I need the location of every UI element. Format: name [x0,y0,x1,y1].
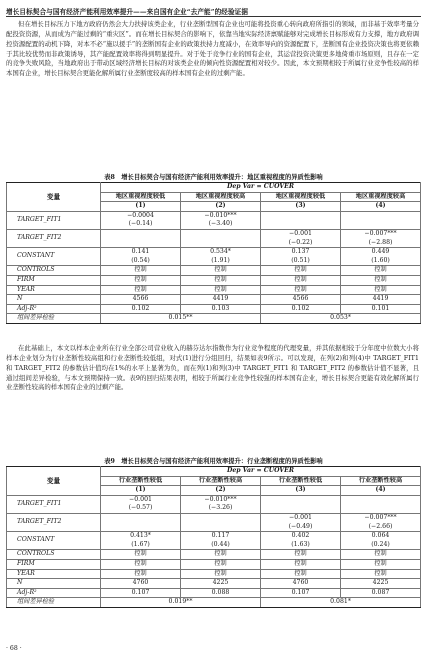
control-cell: 控制 [341,569,421,579]
body-paragraph-2 [6,344,419,451]
variable-label: 组间差异检验 [7,314,101,324]
column-group-header: 地区重视程度较低 [261,192,341,202]
header-rule [6,16,421,17]
table-row [7,559,421,569]
variable-label: N [7,579,101,589]
column-number: (3) [261,486,341,496]
column-group-header: 行业垄断性较高 [181,476,261,486]
t-stat-cell [261,504,341,513]
variable-label: CONSTANT [7,248,101,266]
table-row [7,588,421,598]
dependent-variable-header: Dep Var = CUOVER [101,183,421,193]
table-row [7,314,421,324]
coefficient-cell [181,513,261,522]
control-cell: 控制 [181,550,261,560]
coefficient-cell: 0.064 [341,532,421,541]
table-row [7,513,421,522]
control-cell: 控制 [341,275,421,285]
table-row [7,579,421,589]
table-row [7,295,421,305]
t-stat-cell: (0.44) [181,541,261,550]
table-9-caption: 表9 增长目标契合与国有经济产能利用效率提升：行业垄断程度的异质性影响 [104,458,323,465]
variable-label: YEAR [7,569,101,579]
t-stat-cell: (−3.26) [181,504,261,513]
t-stat-cell [101,239,181,248]
control-cell: 控制 [181,285,261,295]
control-cell: 控制 [261,569,341,579]
control-cell: 控制 [101,559,181,569]
column-group-header: 地区重视程度较高 [181,192,261,202]
column-number: (2) [181,202,261,212]
variable-label: TARGET_FIT1 [7,495,101,513]
paragraph-text: 在此基础上，本文以样本企业所在行业全部公司营业收入的赫芬达尔指数作为行业竞争程度的代理变量，并其依据相较于分年度中位数大小将样本企业划分为行业垄断性较高组和行业垄断性较低组，对式(1)进行分组回归，结果如表9所示。可以发现，在列(2)和列(4)中 TARGET_FIT1 和 TARGET_FIT2 的参数估计值均在1%的水平上显著为负，而在列(1)和列(3)中 TARGET_FIT1 和 TARGET_FIT2 的参数估计值不显著，且通过组间差异检验，与本文预期保持一致。表9的回归结果表明，相较于所属行业竞争性较强的样本国有企业，增长目标契合更能有效化解所属行业垄断性较高的样本国有企业的过剩产能。 [6,344,419,392]
control-cell: 控制 [341,266,421,276]
variable-label: FIRM [7,559,101,569]
control-cell: 控制 [101,550,181,560]
table-row [7,569,421,579]
coefficient-cell: −0.0004 [101,211,181,220]
t-stat-cell: (−2.66) [341,523,421,532]
t-stat-cell: (−0.57) [101,504,181,513]
table-row [7,275,421,285]
coefficient-cell [261,495,341,504]
variable-label: FIRM [7,275,101,285]
coefficient-cell: 0.402 [261,532,341,541]
body-paragraph-1 [6,20,419,168]
coefficient-cell: 0.413* [101,532,181,541]
header-row [7,183,421,193]
t-stat-cell [181,239,261,248]
stat-cell: 4566 [101,295,181,305]
variable-label: TARGET_FIT2 [7,513,101,531]
variable-label: CONSTANT [7,532,101,550]
control-cell: 控制 [101,275,181,285]
coefficient-cell: −0.001 [261,513,341,522]
t-stat-cell: (0.51) [261,257,341,266]
coefficient-cell: −0.007*** [341,513,421,522]
t-stat-cell: (−0.14) [101,220,181,229]
control-cell: 控制 [101,266,181,276]
variable-column-header: 变量 [7,183,101,212]
coefficient-cell: 0.449 [341,248,421,257]
group-difference-cell: 0.081* [261,598,421,608]
table-row [7,304,421,314]
regression-table-9 [6,466,421,608]
control-cell: 控制 [181,569,261,579]
stat-cell: 4419 [181,295,261,305]
variable-column-header: 变量 [7,467,101,496]
coefficient-cell: 0.117 [181,532,261,541]
t-stat-cell: (1.91) [181,257,261,266]
column-group-header: 地区重视程度较高 [341,192,421,202]
table-row [7,266,421,276]
column-number: (1) [101,486,181,496]
variable-label: TARGET_FIT1 [7,211,101,229]
coefficient-cell [101,229,181,238]
table-row [7,248,421,257]
table-row [7,598,421,608]
coefficient-cell: −0.001 [101,495,181,504]
group-difference-cell: 0.053* [261,314,421,324]
variable-label: TARGET_FIT2 [7,229,101,247]
control-cell: 控制 [101,285,181,295]
stat-cell: 0.107 [101,588,181,598]
control-cell: 控制 [261,285,341,295]
table-row [7,285,421,295]
t-stat-cell: (−0.22) [261,239,341,248]
coefficient-cell: 0.534* [181,248,261,257]
column-group-header: 行业垄断性较高 [341,476,421,486]
stat-cell: 0.101 [341,304,421,314]
t-stat-cell [261,220,341,229]
t-stat-cell: (−2.88) [341,239,421,248]
coefficient-cell: −0.010*** [181,211,261,220]
regression-table-8 [6,182,421,324]
column-number: (3) [261,202,341,212]
column-group-header: 行业垄断性较低 [101,476,181,486]
t-stat-cell: (−3.40) [181,220,261,229]
stat-cell: 4760 [101,579,181,589]
table-row [7,211,421,220]
control-cell: 控制 [181,266,261,276]
coefficient-cell [261,211,341,220]
stat-cell: 0.103 [181,304,261,314]
control-cell: 控制 [261,559,341,569]
t-stat-cell: (1.63) [261,541,341,550]
control-cell: 控制 [341,559,421,569]
t-stat-cell: (1.60) [341,257,421,266]
stat-cell: 0.102 [261,304,341,314]
variable-label: CONTROLS [7,266,101,276]
coefficient-cell: −0.007*** [341,229,421,238]
t-stat-cell [341,220,421,229]
t-stat-cell: (−0.49) [261,523,341,532]
control-cell: 控制 [261,275,341,285]
coefficient-cell [341,211,421,220]
page-number: · 68 · [6,645,22,652]
stat-cell: 4566 [261,295,341,305]
column-number: (2) [181,486,261,496]
header-row [7,467,421,477]
variable-label: Adj-R² [7,588,101,598]
stat-cell: 0.088 [181,588,261,598]
group-difference-cell: 0.015** [101,314,261,324]
stat-cell: 4225 [341,579,421,589]
stat-cell: 0.107 [261,588,341,598]
variable-label: Adj-R² [7,304,101,314]
table-row [7,532,421,541]
table-8-caption: 表8 增长目标契合与国有经济产能利用效率提升：地区重视程度的异质性影响 [104,174,323,181]
table-row [7,229,421,238]
variable-label: N [7,295,101,305]
variable-label: YEAR [7,285,101,295]
group-difference-cell: 0.019** [101,598,261,608]
coefficient-cell: 0.141 [101,248,181,257]
t-stat-cell [181,523,261,532]
column-number: (4) [341,486,421,496]
coefficient-cell [341,495,421,504]
control-cell: 控制 [261,550,341,560]
control-cell: 控制 [341,285,421,295]
column-group-header: 行业垄断性较低 [261,476,341,486]
stat-cell: 4419 [341,295,421,305]
t-stat-cell: (0.24) [341,541,421,550]
control-cell: 控制 [341,550,421,560]
table-row [7,495,421,504]
column-number: (1) [101,202,181,212]
coefficient-cell: 0.137 [261,248,341,257]
t-stat-cell: (0.54) [101,257,181,266]
t-stat-cell [101,523,181,532]
dependent-variable-header: Dep Var = CUOVER [101,467,421,477]
table-row [7,550,421,560]
variable-label: 组间差异检验 [7,598,101,608]
column-number: (4) [341,202,421,212]
control-cell: 控制 [101,569,181,579]
coefficient-cell: −0.010*** [181,495,261,504]
coefficient-cell: −0.001 [261,229,341,238]
running-header: 增长目标契合与国有经济产能利用效率提升——来自国有企业“去产能”的经验证据 [6,8,249,16]
coefficient-cell [101,513,181,522]
column-group-header: 地区重视程度较低 [101,192,181,202]
stat-cell: 4225 [181,579,261,589]
control-cell: 控制 [181,275,261,285]
control-cell: 控制 [181,559,261,569]
stat-cell: 4760 [261,579,341,589]
stat-cell: 0.102 [101,304,181,314]
coefficient-cell [181,229,261,238]
variable-label: CONTROLS [7,550,101,560]
t-stat-cell [341,504,421,513]
paragraph-text: 但在增长目标压力下地方政府仍然会大力扶持该类企业，行业垄断型国有企业也可能将投资重心转向政府所指引的领域，而非基于效率考量分配投资资源，从而成为产能过剩的“重灾区”。而在增长目标契合的影响下，依靠当地实际经济禀赋能够对完成增长目标形成有力支撑，地方政府调控资源配置的动机下降，对本不必“施以援手”的垄断国有企业的政策扶持力度减小，在效率导向的资源配置下，垄断国有企业投资决策也将更依赖于其比较优势而非政策诱导，其产能配置效率将得到明显提升。对于处于竞争行业的国有企业，其运营投资决策更多地倚重市场原则，且存在一定的竞争失败风险，当地政府出于带动区域经济增长目标的对该类企业的倾向性资源配置相对较少。因此，本文预期相较于所属行业竞争性较高的样本国有企业，增长目标契合更能化解所属行业垄断度较高的样本国有企业的过剩产能。 [6,20,419,78]
control-cell: 控制 [261,266,341,276]
stat-cell: 0.087 [341,588,421,598]
t-stat-cell: (1.67) [101,541,181,550]
